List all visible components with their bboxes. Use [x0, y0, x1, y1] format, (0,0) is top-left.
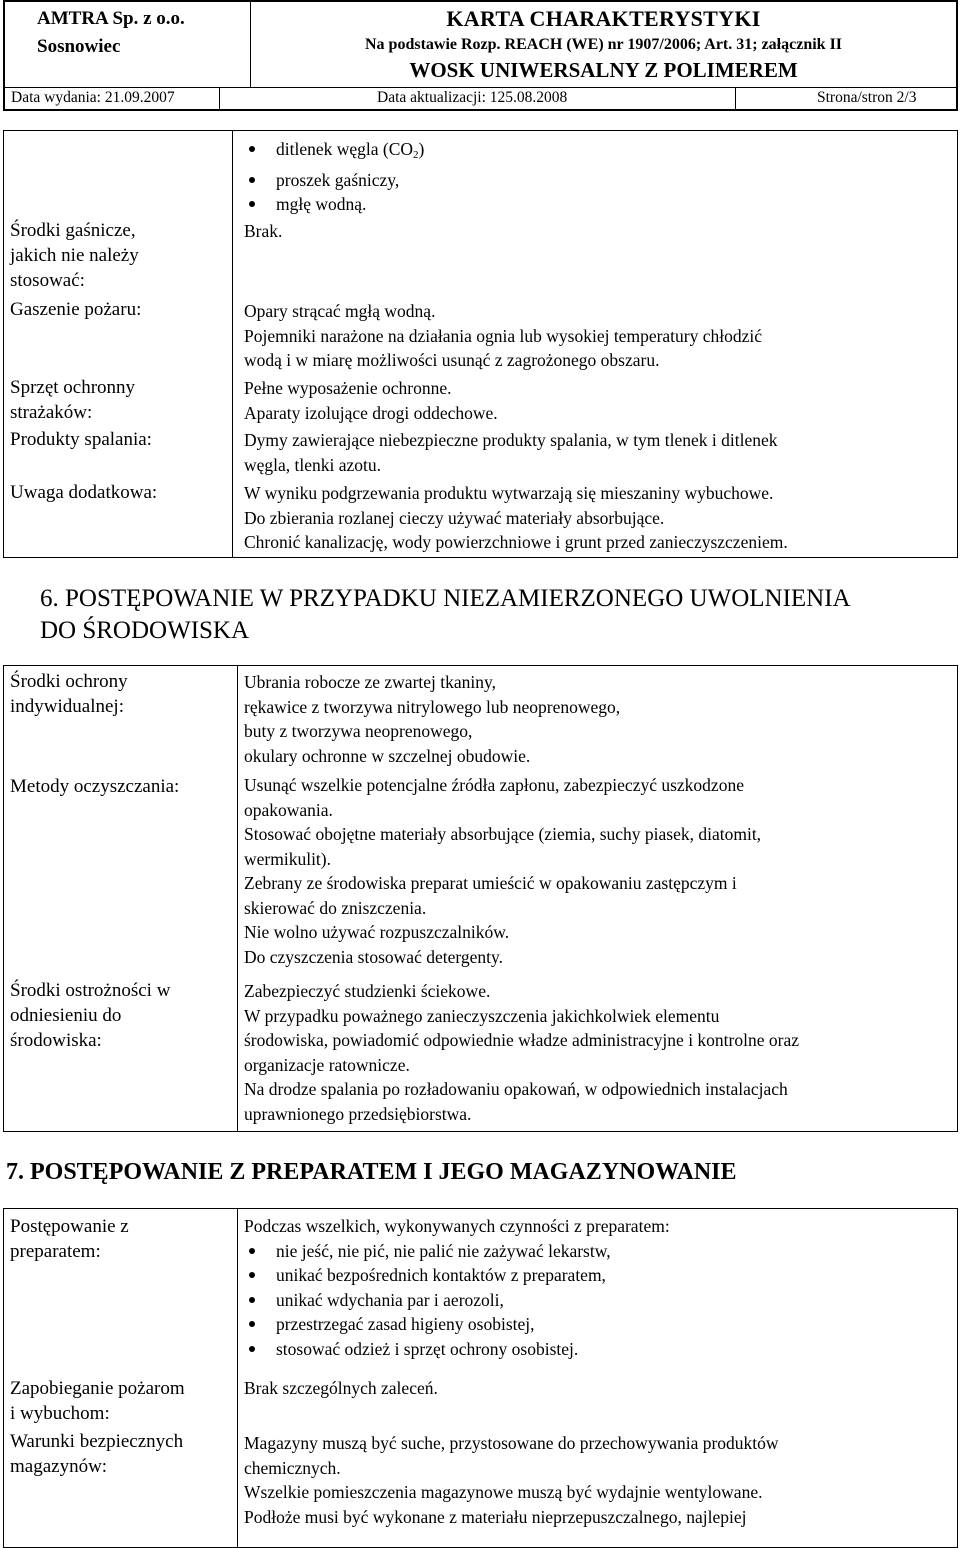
firefighting-label: Gaszenie pożaru:	[10, 299, 142, 320]
extinguishing-media-list	[244, 137, 944, 217]
handling-storage-table	[3, 1208, 958, 1548]
list-item: nie jeść, nie pić, nie palić nie zażywać lekarstw,	[244, 1239, 670, 1264]
list-item: mgłę wodną.	[244, 192, 944, 217]
title-cell	[251, 2, 956, 87]
ppe-label: Środki ochrony indywidualnej:	[10, 671, 128, 717]
fire-prevention-label: Zapobieganie pożarom i wybuchom:	[10, 1378, 185, 1424]
ppe-text: Ubrania robocze ze zwartej tkaniny, rękawice z tworzywa nitrylowego lub neoprenowego, buty z tworzywa neoprenowego, okulary ochronne w szczelnej obudowie.	[244, 672, 621, 766]
list-item: stosować odzież i sprzęt ochrony osobistej.	[244, 1337, 670, 1362]
environmental-precautions-text: Zabezpieczyć studzienki ściekowe. W przypadku poważnego zanieczyszczenia jakichkolwiek elementu środowiska, powiadomić odpowiednie władze administracyjne i kontrolne oraz organizacje ratownicze. Na drodze spalania po rozładowaniu opakowań, w odpowiednich instalacjach uprawnionego przedsiębiorstwa.	[244, 981, 799, 1124]
header-dates-row	[5, 88, 956, 109]
handling-text: Podczas wszelkich, wykonywanych czynności z preparatem: nie jeść, nie pić, nie palić nie zażywać lekarstw, unikać bezpośrednich kontaktów z preparatem, unikać wdychania par i aerozoli, przestrzegać zasad higieny osobistej, stosować odzież i sprzęt ochrony osobistej.	[244, 1214, 670, 1361]
document-header	[3, 0, 958, 111]
fire-fighting-table	[3, 130, 958, 558]
regulation-reference: Na podstawie Rozp. REACH (WE) nr 1907/2006; Art. 31; załącznik II	[364, 36, 843, 53]
firefighter-equipment-text: Pełne wyposażenie ochronne. Aparaty izolujące drogi oddechowe.	[244, 378, 498, 423]
additional-note-text: W wyniku podgrzewania produktu wytwarzają się mieszaniny wybuchowe. Do zbierania rozlanej cieczy używać materiały absorbujące. Chronić kanalizację, wody powierzchniowe i grunt przed zanieczyszczeniem.	[244, 483, 788, 552]
list-item: unikać wdychania par i aerozoli,	[244, 1288, 670, 1313]
additional-note-label: Uwaga dodatkowa:	[10, 482, 158, 503]
unsuitable-media-label: Środki gaśnicze, jakich nie należy stosować:	[10, 220, 139, 291]
firefighter-equipment-label: Sprzęt ochronny strażaków:	[10, 377, 136, 423]
document-title: KARTA CHARAKTERYSTYKI	[446, 6, 761, 31]
cleanup-methods-label: Metody oczyszczania:	[10, 776, 180, 797]
list-item: ditlenek węgla $(CO_2)$	[244, 137, 944, 168]
update-date: Data aktualizacji: 125.08.2008	[377, 89, 568, 106]
combustion-products-label: Produkty spalania:	[10, 429, 152, 450]
cleanup-methods-text: Usunąć wszelkie potencjalne źródła zapłonu, zabezpieczyć uszkodzone opakowania. Stosować obojętne materiały absorbujące (ziemia, suchy piasek, diatomit, wermikulit). Zebrany ze środowiska preparat umieścić w opakowaniu zastępczym i skierować do zniszczenia. Nie wolno używać rozpuszczalników. Do czyszczenia stosować detergenty.	[244, 775, 762, 967]
company-city: Sosnowiec	[37, 36, 121, 57]
fire-prevention-value: Brak szczególnych zaleceń.	[244, 1378, 438, 1398]
company-cell	[5, 2, 251, 87]
section-6-heading: 6. POSTĘPOWANIE W PRZYPADKU NIEZAMIERZONEGO UWOLNIENIA DO ŚRODOWISKA	[40, 585, 851, 644]
list-item: przestrzegać zasad higieny osobistej,	[244, 1312, 670, 1337]
environmental-precautions-label: Środki ostrożności w odniesieniu do środowiska:	[10, 980, 171, 1051]
header-top-row	[5, 2, 956, 88]
storage-conditions-label: Warunki bezpiecznych magazynów:	[10, 1431, 184, 1477]
handling-label: Postępowanie z preparatem:	[10, 1216, 129, 1262]
combustion-products-text: Dymy zawierające niebezpieczne produkty spalania, w tym tlenek i ditlenek węgla, tlenki azotu.	[244, 430, 778, 475]
storage-conditions-text: Magazyny muszą być suche, przystosowane do przechowywania produktów chemicznych. Wszelkie pomieszczenia magazynowe muszą być wydajnie wentylowane. Podłoże musi być wykonane z materiału nieprzepuszczalnego, najlepiej	[244, 1433, 779, 1527]
firefighting-text: Opary strącać mgłą wodną. Pojemniki narażone na działania ognia lub wysokiej temperatury chłodzić wodą i w miarę możliwości usunąć z zagrożonego obszaru.	[244, 301, 763, 370]
list-item: unikać bezpośrednich kontaktów z preparatem,	[244, 1263, 670, 1288]
list-item: proszek gaśniczy,	[244, 168, 944, 193]
company-name: AMTRA Sp. z o.o.	[37, 8, 185, 29]
page-number: Strona/stron 2/3	[817, 89, 917, 106]
unsuitable-media-value: Brak.	[244, 221, 283, 241]
product-name: WOSK UNIWERSALNY Z POLIMEREM	[409, 58, 798, 82]
accidental-release-table	[3, 665, 958, 1132]
issue-date: Data wydania: 21.09.2007	[11, 89, 175, 106]
section-7-heading: 7. POSTĘPOWANIE Z PREPARATEM I JEGO MAGAZYNOWANIE	[6, 1159, 737, 1185]
